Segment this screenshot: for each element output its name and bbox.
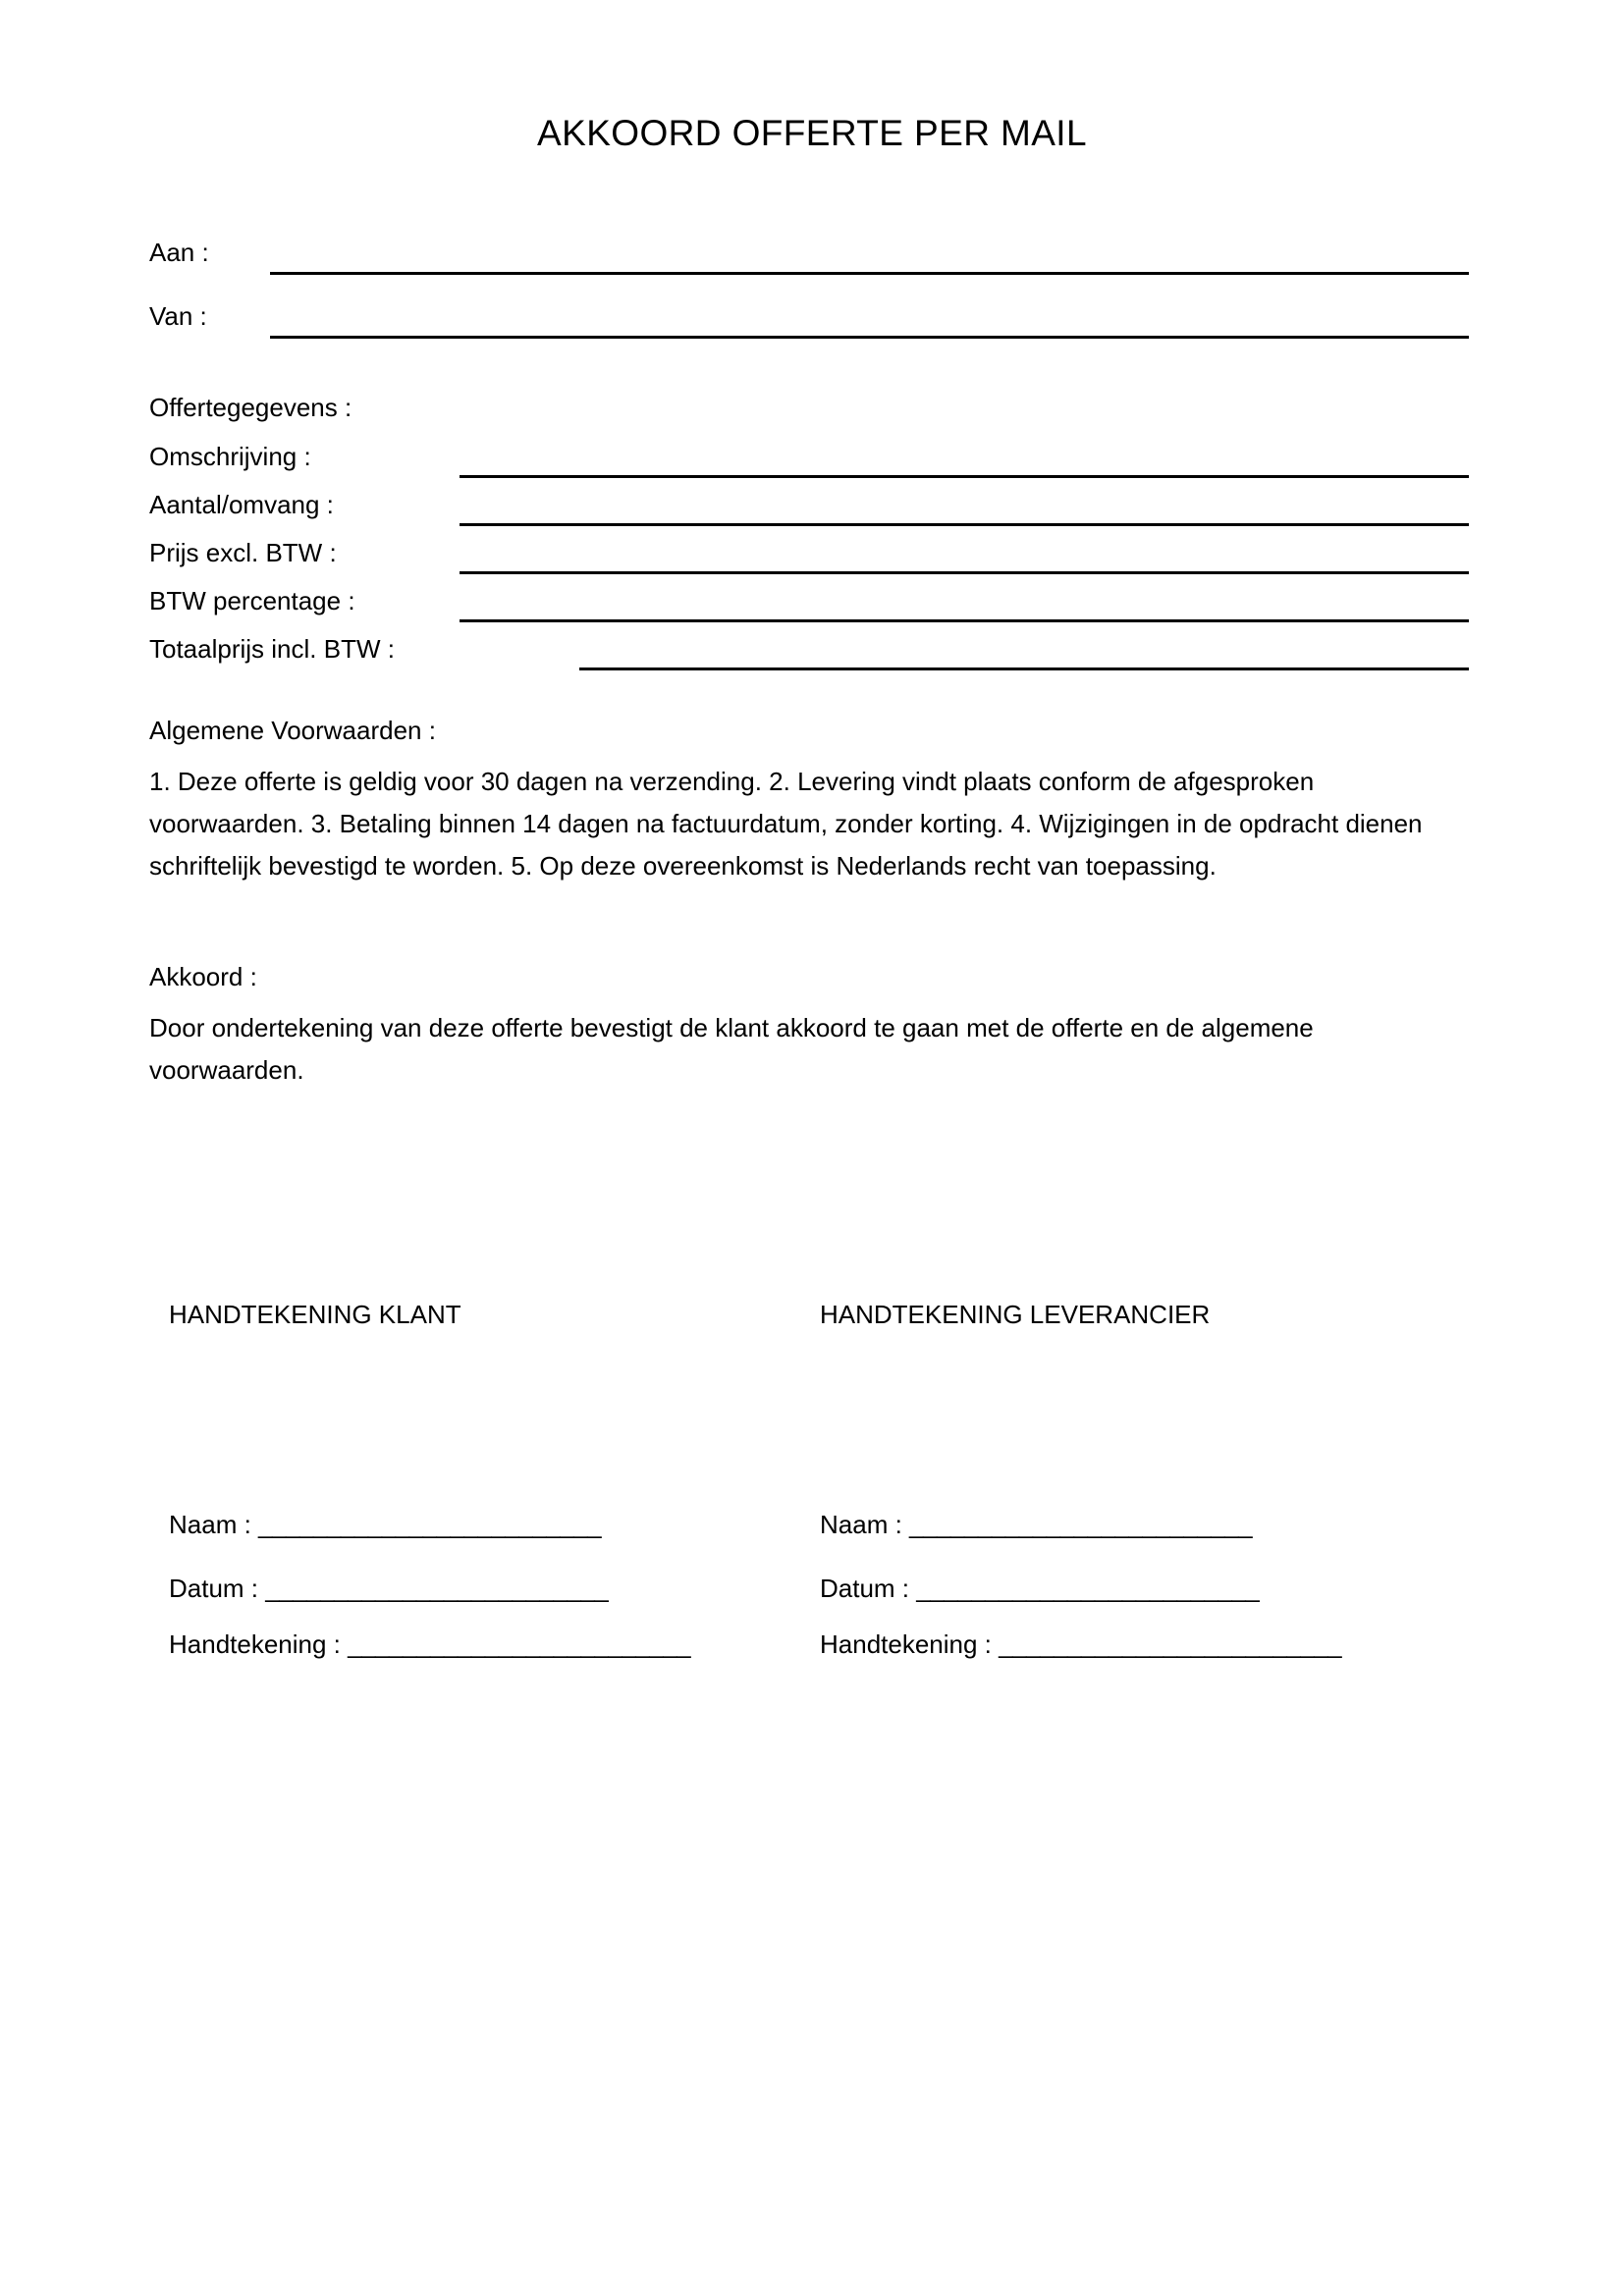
signature-field-customer-date[interactable] (169, 1572, 608, 1605)
signature-field-customer-signature[interactable] (169, 1628, 690, 1661)
field-rule-omschrijving[interactable] (460, 475, 1469, 478)
field-label-totaalprijs-incl-btw: Totaalprijs incl. BTW : (149, 634, 395, 664)
field-rule-van[interactable] (270, 336, 1469, 339)
field-label-van: Van : (149, 301, 207, 331)
signature-label-supplier-name: Naam : (820, 1510, 910, 1539)
signature-field-supplier-name[interactable] (820, 1508, 1252, 1541)
signature-heading-supplier: HANDTEKENING LEVERANCIER (820, 1300, 1211, 1329)
signature-rule-customer-signature: _________________________ (348, 1629, 691, 1659)
signature-label-customer-signature: Handtekening : (169, 1629, 349, 1659)
agreement-body: Door ondertekening van deze offerte bevestigt de klant akkoord te gaan met de offerte en de algemene voorwaarden. (149, 1013, 1314, 1085)
quote-details-heading: Offertegegevens : (149, 393, 352, 422)
signature-rule-customer-name: _________________________ (258, 1510, 602, 1539)
signature-label-customer-name: Naam : (169, 1510, 259, 1539)
signature-label-customer-date: Datum : (169, 1574, 266, 1603)
field-rule-prijs-excl-btw[interactable] (460, 571, 1469, 574)
field-label-btw-percentage: BTW percentage : (149, 586, 355, 615)
page-title: AKKOORD OFFERTE PER MAIL (537, 113, 1087, 153)
terms-heading: Algemene Voorwaarden : (149, 716, 436, 745)
signature-field-supplier-signature[interactable] (820, 1628, 1341, 1661)
signature-label-supplier-date: Datum : (820, 1574, 917, 1603)
field-label-aantal-omvang: Aantal/omvang : (149, 490, 334, 519)
field-rule-aantal-omvang[interactable] (460, 523, 1469, 526)
signature-rule-supplier-signature: _________________________ (999, 1629, 1342, 1659)
signature-rule-supplier-name: _________________________ (909, 1510, 1253, 1539)
signature-rule-supplier-date: _________________________ (916, 1574, 1260, 1603)
signature-rule-customer-date: _________________________ (265, 1574, 609, 1603)
signature-label-supplier-signature: Handtekening : (820, 1629, 1000, 1659)
signature-field-customer-name[interactable] (169, 1508, 601, 1541)
field-label-omschrijving: Omschrijving : (149, 442, 311, 471)
terms-body: 1. Deze offerte is geldig voor 30 dagen na verzending. 2. Levering vindt plaats conform de afgesproken voorwaarden. 3. Betaling binnen 14 dagen na factuurdatum, zonder korting. 4. Wijzigingen in de opdracht dienen schriftelijk bevestigd te worden. 5. Op deze overeenkomst is Nederlands recht van toepassing. (149, 767, 1423, 881)
field-label-aan: Aan : (149, 238, 209, 267)
field-rule-aan[interactable] (270, 272, 1469, 275)
field-rule-totaalprijs-incl-btw[interactable] (579, 667, 1469, 670)
field-rule-btw-percentage[interactable] (460, 619, 1469, 622)
signature-field-supplier-date[interactable] (820, 1572, 1259, 1605)
signature-heading-customer: HANDTEKENING KLANT (169, 1300, 461, 1329)
agreement-heading: Akkoord : (149, 962, 257, 991)
field-label-prijs-excl-btw: Prijs excl. BTW : (149, 538, 337, 567)
